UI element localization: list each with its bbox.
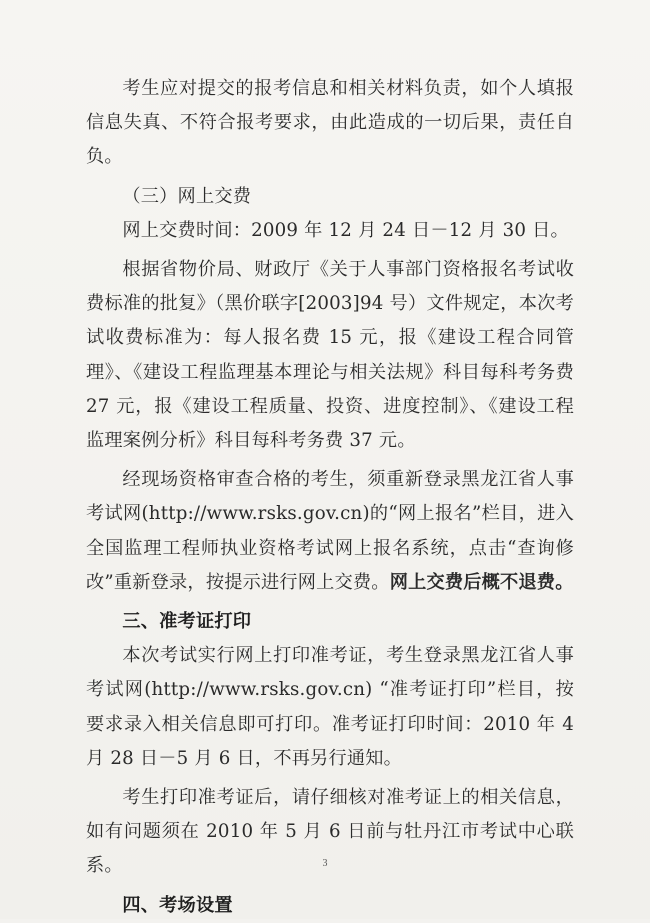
subheading-online-payment: （三）网上交费 [122, 185, 252, 207]
page-number: 3 [322, 858, 328, 869]
paragraph-ticket-printing: 本次考试实行网上打印准考证，考生登录黑龙江省人事考试网(http://www.rsks.gov.cn) “准考证打印”栏目，按要求录入相关信息即可打印。准考证打印时间：2010 年 4 月 28 日－5 月 6 日，不再另行通知。 [86, 645, 574, 769]
section-heading-exam-venue: 四、考场设置 [122, 894, 233, 916]
section-heading-admission-ticket: 三、准考证打印 [122, 611, 252, 633]
paragraph-payment-procedure [86, 463, 574, 600]
paragraph-responsibility: 考生应对提交的报考信息和相关材料负责，如个人填报信息失真、不符合报考要求，由此造成的一切后果，责任自负。 [86, 78, 574, 168]
paragraph-payment-time: 网上交费时间：2009 年 12 月 24 日－12 月 30 日。 [122, 219, 569, 241]
payment-procedure-text: 经现场资格审查合格的考生，须重新登录黑龙江省人事考试网(http://www.rsks.gov.cn)的“网上报名”栏目，进入全国监理工程师执业资格考试网上报名系统，点击“查询修改”重新登录，按提示进行网上交费。 [86, 469, 574, 593]
paragraph-fee-standard: 根据省物价局、财政厅《关于人事部门资格报名考试收费标准的批复》（黑价联字[2003]94 号）文件规定，本次考试收费标准为：每人报名费 15 元，报《建设工程合同管理》、《建设工程监理基本理论与相关法规》科目每科考务费 27 元，报《建设工程质量、投资、进度控制》、《建设工程监理案例分析》科目每科考务费 37 元。 [86, 259, 574, 452]
paragraph-ticket-verification: 考生打印准考证后，请仔细核对准考证上的相关信息，如有问题须在 2010 年 5 月 6 日前与牡丹江市考试中心联系。 [86, 787, 574, 877]
no-refund-notice: 网上交费后概不退费。 [389, 571, 574, 593]
body-text [86, 72, 574, 923]
